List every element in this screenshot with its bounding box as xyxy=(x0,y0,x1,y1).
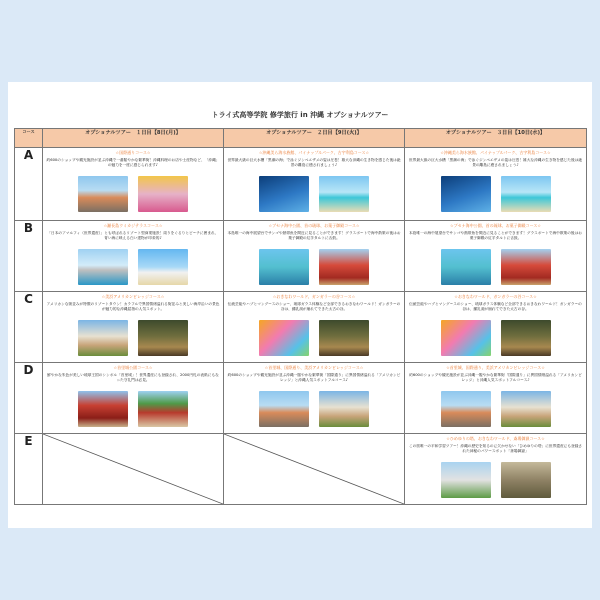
course-description: 約600のショップや観光施設が並ぶ沖縄一賑やかな繁華街「国際通り」に異国情緒溢れる「アメリカンビレッジ」と沖縄人気スポットフルコース♪ xyxy=(409,373,582,383)
table-row xyxy=(15,148,587,221)
sea-photo xyxy=(259,249,309,285)
photo-strip xyxy=(408,249,583,285)
beach-photo xyxy=(501,176,551,212)
tour-cell xyxy=(405,221,587,292)
village-photo xyxy=(501,391,551,427)
monument-photo xyxy=(441,462,491,498)
course-name: ☆美浜アメリカンビレッジコース☆ xyxy=(101,294,165,299)
photo-strip xyxy=(408,176,583,212)
course-name: ☆沖縄美ら海水族館、パイナップルパーク、古宇利島コース☆ xyxy=(440,150,551,155)
table-header-row xyxy=(15,129,587,148)
photo-strip xyxy=(227,249,401,285)
tour-table xyxy=(14,128,587,505)
course-name: ☆首里城、国際通り、美浜アメリカンビレッジコース☆ xyxy=(446,365,545,370)
harbor-photo xyxy=(78,249,128,285)
tour-cell xyxy=(43,221,224,292)
tour-cell xyxy=(405,292,587,363)
course-name: ☆ブセナ海中公園、首の琉球、お菓子御殿コース☆ xyxy=(450,223,541,228)
course-description: 世界最大級の巨大水槽「黒潮の海」で泳ぐジンベエザメの姿は圧巻！雄大な沖縄の生き物を感じた後は絶景の離島に癒されましょう♪ xyxy=(408,158,583,168)
course-description: この旅唯一の平和学習ツアー！沖縄の歴史を知るのに欠かせない「ひめゆりの塔」に世界遺産にも登録された神秘のパワースポット「斎場御嶽」 xyxy=(408,444,583,454)
photo-strip xyxy=(46,320,220,356)
header-day1: オプショナルツアー １日目【8日(月)】 xyxy=(43,129,224,148)
beach-photo xyxy=(319,176,369,212)
rock-photo xyxy=(501,462,551,498)
aquarium-photo xyxy=(441,176,491,212)
village-photo xyxy=(78,320,128,356)
glass-photo xyxy=(441,320,491,356)
photo-strip xyxy=(408,462,583,498)
course-description: アメリカンな街並みが特徴のリゾートタウン！カラフルで異国情緒溢れる街並みと美しい海岸沿いの景色が魅力的な沖縄屈指の人気スポット。 xyxy=(46,302,220,312)
street-photo xyxy=(78,176,128,212)
table-row xyxy=(15,221,587,292)
photo-strip xyxy=(408,320,583,356)
tunnel-photo xyxy=(138,320,188,356)
course-name: ☆おきなわワールド、ガンガラーの谷コース☆ xyxy=(272,294,356,299)
header-course: コース xyxy=(15,129,43,148)
photo-strip xyxy=(227,176,401,212)
course-description: 本島唯一の海中展望台でサンゴや熱帯魚を間近に見ることができます！グラスボートで海中散策の後はお菓子御殿の紅芋タルトに舌鼓。 xyxy=(408,231,582,241)
castle-photo xyxy=(501,249,551,285)
course-name: ☆ひめゆりの塔、おきなわワールド、斎場御嶽コース☆ xyxy=(446,436,545,441)
tour-cell xyxy=(43,148,224,221)
tour-cell xyxy=(405,434,587,505)
course-label: D xyxy=(15,363,43,434)
course-name: ☆沖縄美ら海水族館、パイナップルパーク、古宇利島コース☆ xyxy=(258,150,370,155)
photo-strip xyxy=(227,391,401,427)
tour-cell xyxy=(43,292,224,363)
table-body xyxy=(15,148,587,505)
glass-photo xyxy=(259,320,309,356)
street-photo xyxy=(259,391,309,427)
sea-photo xyxy=(441,249,491,285)
castle-photo xyxy=(319,249,369,285)
course-description: 伝統芸能やハブとマングースのショー、琉球ガラス体験など全部できるおきなわワールド！ガンガラーの谷は、鍾乳洞が崩れてできた太古の谷。 xyxy=(227,302,401,312)
course-name: ☆ブセナ海中公園、首の琉球、お菓子御殿コース☆ xyxy=(268,223,360,228)
table-row xyxy=(15,292,587,363)
document-sheet xyxy=(8,82,592,528)
shuri-photo xyxy=(78,391,128,427)
tour-cell xyxy=(224,221,405,292)
course-description: 世界最大級の巨大水槽「黒潮の海」で泳ぐジンベエザメの姿は圧巻！雄大な沖縄の生き物を感じた後は絶景の離島に癒されましょう♪ xyxy=(227,158,401,168)
course-name: ☆瀬長島ウミカジテラスコース☆ xyxy=(103,223,163,228)
header-day2: オプショナルツアー ２日目【9日(火)】 xyxy=(224,129,405,148)
resort-photo xyxy=(138,249,188,285)
course-description: 「日本のアマルフィ（世界遺産）」とも呼ばれるリゾート型商業施設！周りをぐるりとビーチに囲まれ、青い海に映える白い建物が印象的♪ xyxy=(47,231,219,241)
course-description: 鮮やかな朱色が美しい琉球王国のシンボル「首里城」！世界遺産にも登録され、2000円札の表紙にもなった守礼門は必見。 xyxy=(47,373,219,383)
course-description: 約600のショップや観光施設が並ぶ沖縄一賑やかな繁華街「国際通り」に異国情緒溢れる「アメリカンビレッジ」と沖縄人気スポットフルコース♪ xyxy=(227,373,401,383)
diagonal-slash xyxy=(43,434,223,504)
course-name: ☆おきなわワールド、ガンガラーの谷コース☆ xyxy=(454,294,537,299)
tour-cell xyxy=(43,363,224,434)
header-day3: オプショナルツアー ３日目【10日(水)】 xyxy=(405,129,587,148)
course-description: 伝統芸能やハブとマングースのショー、琉球ガラス体験など全部できるおきなわワールド！ガンガラーの谷は、鍾乳洞が崩れてできた太古の谷。 xyxy=(409,302,582,312)
photo-strip xyxy=(46,176,220,212)
course-label: A xyxy=(15,148,43,221)
empty-cell xyxy=(43,434,224,505)
tunnel-photo xyxy=(319,320,369,356)
course-description: 約600のショップや観光施設が並ぶ沖縄で一番賑やかな繁華街！沖縄料理のお店や土産物など、「沖縄」の魅力を一度に感じられます♪ xyxy=(46,158,220,168)
diagonal-slash xyxy=(224,434,404,504)
photo-strip xyxy=(46,249,220,285)
tunnel-photo xyxy=(501,320,551,356)
course-name: ☆首里城公園コース☆ xyxy=(113,365,153,370)
tour-cell xyxy=(405,363,587,434)
tour-cell xyxy=(224,292,405,363)
photo-strip xyxy=(46,391,220,427)
course-label: C xyxy=(15,292,43,363)
village-photo xyxy=(319,391,369,427)
sky-photo xyxy=(138,176,188,212)
street-photo xyxy=(441,391,491,427)
course-description: 本島唯一の海中展望台でサンゴや熱帯魚を間近に見ることができます！グラスボートで海中散策の後はお菓子御殿の紅芋タルトに舌鼓。 xyxy=(227,231,401,241)
aquarium-photo xyxy=(259,176,309,212)
tour-cell xyxy=(224,148,405,221)
photo-strip xyxy=(227,320,401,356)
table-row xyxy=(15,434,587,505)
photo-strip xyxy=(408,391,583,427)
course-label: E xyxy=(15,434,43,505)
course-name: ☆国際通りコース☆ xyxy=(115,150,151,155)
tour-cell xyxy=(224,363,405,434)
tour-cell xyxy=(405,148,587,221)
document-title: トライ式高等学院 修学旅行 in 沖縄 オプショナルツアー xyxy=(211,111,389,119)
gate-photo xyxy=(138,391,188,427)
empty-cell xyxy=(224,434,405,505)
table-row xyxy=(15,363,587,434)
course-label: B xyxy=(15,221,43,292)
course-name: ☆首里城、国際通り、美浜アメリカンビレッジコース☆ xyxy=(264,365,364,370)
